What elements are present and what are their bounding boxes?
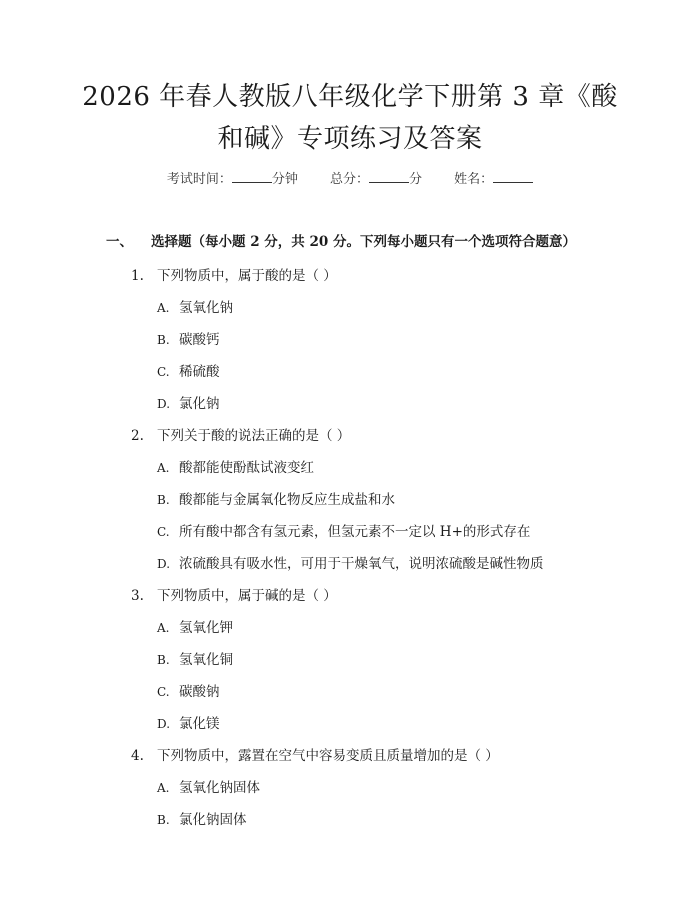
page-title: [60, 76, 640, 160]
option-text: 酸都能与金属氧化物反应生成盐和水: [179, 492, 395, 508]
option-text: 碳酸钠: [179, 684, 220, 700]
total-score: [330, 172, 426, 187]
option-letter: A.: [157, 461, 170, 475]
option-letter: C.: [157, 525, 170, 539]
question-text: 下列关于酸的说法正确的是（ ）: [157, 428, 351, 444]
exam-time: [167, 172, 302, 187]
question-number: 3.: [131, 588, 144, 604]
student-name-blank: [493, 170, 533, 183]
option-text: 氯化钠: [179, 396, 220, 412]
answer-option: [0, 708, 700, 740]
option-letter: A.: [157, 781, 170, 795]
option-letter: A.: [157, 621, 170, 635]
title-line-2: 和碱》专项练习及答案: [217, 124, 483, 154]
total-score-unit: 分: [409, 172, 423, 187]
question-item: [0, 580, 700, 612]
exam-time-blank: [232, 170, 272, 183]
answer-option: [0, 772, 700, 804]
option-text: 所有酸中都含有氢元素，但氢元素不一定以 H+的形式存在: [179, 524, 531, 540]
answer-option: [0, 452, 700, 484]
section-heading: [106, 230, 576, 250]
option-text: 氯化镁: [179, 716, 220, 732]
exam-time-unit: 分钟: [271, 172, 298, 187]
option-letter: D.: [157, 557, 171, 571]
option-letter: B.: [157, 333, 170, 347]
option-text: 氢氧化铜: [179, 652, 233, 668]
question-item: [0, 420, 700, 452]
option-letter: C.: [157, 365, 170, 379]
answer-option: [0, 484, 700, 516]
option-text: 碳酸钙: [179, 332, 220, 348]
answer-option: [0, 516, 700, 548]
exam-time-label: 考试时间：: [166, 172, 232, 187]
option-letter: A.: [157, 301, 170, 315]
option-text: 酸都能使酚酞试液变红: [179, 460, 314, 476]
question-text: 下列物质中，属于酸的是（ ）: [157, 268, 337, 284]
question-number: 4.: [131, 748, 144, 764]
student-name-label: 姓名：: [454, 172, 494, 187]
answer-option: [0, 644, 700, 676]
answer-option: [0, 548, 700, 580]
question-item: [0, 740, 700, 772]
option-text: 稀硫酸: [179, 364, 220, 380]
answer-option: [0, 676, 700, 708]
option-text: 氯化钠固体: [179, 812, 247, 828]
total-score-label: 总分：: [329, 172, 369, 187]
option-letter: C.: [157, 685, 170, 699]
question-list: [0, 260, 700, 836]
answer-option: [0, 612, 700, 644]
answer-option: [0, 324, 700, 356]
option-letter: D.: [157, 717, 171, 731]
question-number: 2.: [131, 428, 144, 444]
option-letter: D.: [157, 397, 171, 411]
option-letter: B.: [157, 493, 170, 507]
question-text: 下列物质中，露置在空气中容易变质且质量增加的是（ ）: [157, 748, 499, 764]
option-letter: B.: [157, 653, 170, 667]
question-text: 下列物质中，属于碱的是（ ）: [157, 588, 337, 604]
exam-info: [0, 168, 700, 187]
total-score-blank: [369, 170, 409, 183]
option-text: 氢氧化钾: [179, 620, 233, 636]
section-title: 选择题（每小题 2 分，共 20 分。下列每小题只有一个选项符合题意）: [151, 234, 576, 250]
section-number: 一、: [106, 234, 133, 250]
option-text: 氢氧化钠固体: [179, 780, 260, 796]
answer-option: [0, 356, 700, 388]
title-line-1: 2026 年春人教版八年级化学下册第 3 章《酸: [82, 82, 618, 112]
answer-option: [0, 804, 700, 836]
answer-option: [0, 292, 700, 324]
student-name: [454, 172, 533, 187]
answer-option: [0, 388, 700, 420]
question-item: [0, 260, 700, 292]
question-number: 1.: [131, 268, 144, 284]
option-text: 氢氧化钠: [179, 300, 233, 316]
option-text: 浓硫酸具有吸水性，可用于干燥氧气，说明浓硫酸是碱性物质: [179, 556, 544, 572]
option-letter: B.: [157, 813, 170, 827]
